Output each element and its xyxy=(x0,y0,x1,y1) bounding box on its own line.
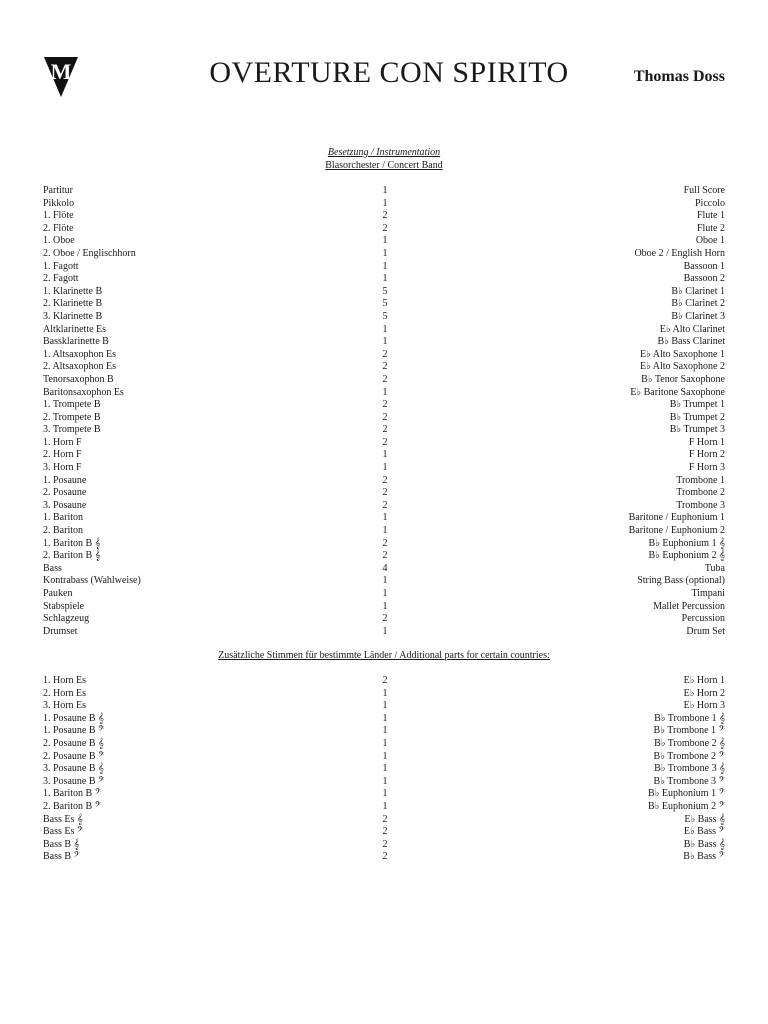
part-row xyxy=(43,700,725,713)
part-quantity: 2 xyxy=(382,487,388,499)
part-row xyxy=(43,763,725,776)
part-name-de: 1. Altsaxophon Es xyxy=(43,348,117,360)
part-row xyxy=(43,198,725,211)
part-name-en: Percussion xyxy=(681,613,725,625)
part-quantity: 2 xyxy=(382,550,388,562)
part-quantity: 1 xyxy=(382,235,388,247)
part-name-de: 3. Posaune B 𝄞 xyxy=(43,763,104,775)
part-quantity: 2 xyxy=(382,373,388,385)
part-row xyxy=(43,688,725,701)
additional-parts-list xyxy=(43,675,725,864)
part-quantity: 2 xyxy=(382,851,388,863)
part-quantity: 1 xyxy=(382,725,388,737)
part-name-de: 3. Horn Es xyxy=(43,700,87,712)
part-name-de: 2. Horn Es xyxy=(43,687,87,699)
part-name-en: Bassoon 2 xyxy=(683,273,725,285)
part-name-de: 1. Bariton B 𝄢 xyxy=(43,788,102,800)
part-row xyxy=(43,738,725,751)
part-quantity: 1 xyxy=(382,336,388,348)
part-name-de: Pikkolo xyxy=(43,197,75,209)
part-name-en: B♭ Bass 𝄞 xyxy=(683,838,725,850)
part-name-en: B♭ Euphonium 1 𝄢 xyxy=(648,788,725,800)
part-row xyxy=(43,449,725,462)
part-row xyxy=(43,437,725,450)
part-name-de: 2. Posaune xyxy=(43,487,87,499)
part-name-en: Drum Set xyxy=(686,625,725,637)
part-quantity: 2 xyxy=(382,348,388,360)
part-name-en: Trombone 2 xyxy=(676,487,725,499)
part-quantity: 1 xyxy=(382,763,388,775)
part-quantity: 1 xyxy=(382,260,388,272)
part-row xyxy=(43,336,725,349)
part-name-en: B♭ Trombone 2 𝄢 xyxy=(653,750,725,762)
part-quantity: 2 xyxy=(382,826,388,838)
part-name-en: B♭ Bass 𝄢 xyxy=(683,851,725,863)
part-name-de: Bassklarinette B xyxy=(43,336,109,348)
instrumentation-heading xyxy=(0,147,768,172)
part-name-en: B♭ Clarinet 3 xyxy=(671,310,725,322)
part-name-en: Timpani xyxy=(691,588,725,599)
part-row xyxy=(43,324,725,337)
instrumentation-list xyxy=(43,185,725,638)
part-name-de: 2. Horn F xyxy=(43,449,82,461)
part-name-en: E♭ Bass 𝄞 xyxy=(684,813,725,825)
part-row xyxy=(43,626,725,639)
part-quantity: 1 xyxy=(382,323,388,335)
part-quantity: 1 xyxy=(382,775,388,787)
part-name-en: F Horn 1 xyxy=(688,436,725,448)
part-row xyxy=(43,361,725,374)
part-name-de: 1. Posaune B 𝄞 xyxy=(43,712,104,724)
part-name-en: Oboe 2 / English Horn xyxy=(634,247,725,259)
additional-parts-heading-text: Zusätzliche Stimmen für bestimmte Länder / Additional parts for certain countries: xyxy=(218,650,550,661)
part-name-en: B♭ Trumpet 1 xyxy=(669,399,725,411)
part-name-de: 3. Horn F xyxy=(43,462,82,474)
composer-name: Thomas Doss xyxy=(633,68,725,85)
part-name-en: F Horn 3 xyxy=(688,462,725,474)
part-quantity: 1 xyxy=(382,712,388,724)
part-quantity: 2 xyxy=(382,813,388,825)
part-name-en: B♭ Bass Clarinet xyxy=(657,336,725,348)
part-row xyxy=(43,550,725,563)
part-quantity: 1 xyxy=(382,185,388,196)
part-name-en: B♭ Trumpet 2 xyxy=(669,411,725,423)
part-quantity: 2 xyxy=(382,411,388,423)
part-name-de: Bass Es 𝄞 xyxy=(43,813,83,825)
part-quantity: 2 xyxy=(382,222,388,234)
part-name-en: Full Score xyxy=(683,185,725,196)
part-quantity: 1 xyxy=(382,462,388,474)
part-quantity: 1 xyxy=(382,449,388,461)
part-name-en: Bassoon 1 xyxy=(683,260,725,272)
part-row xyxy=(43,788,725,801)
part-name-de: Pauken xyxy=(43,588,73,599)
part-row xyxy=(43,500,725,513)
part-row xyxy=(43,776,725,789)
part-row xyxy=(43,286,725,299)
part-name-de: Bass xyxy=(43,562,62,574)
logo-letter: M xyxy=(50,59,72,84)
part-quantity: 1 xyxy=(382,800,388,812)
part-name-en: B♭ Trombone 3 𝄞 xyxy=(654,763,725,775)
part-quantity: 2 xyxy=(382,675,388,686)
piece-title: OVERTURE CON SPIRITO xyxy=(209,56,569,89)
part-quantity: 1 xyxy=(382,788,388,800)
part-name-de: 2. Posaune B 𝄢 xyxy=(43,750,105,762)
part-quantity: 1 xyxy=(382,273,388,285)
part-name-de: 1. Posaune xyxy=(43,474,87,486)
part-row xyxy=(43,424,725,437)
part-name-de: 1. Posaune B 𝄢 xyxy=(43,725,105,737)
part-quantity: 1 xyxy=(382,600,388,612)
instrumentation-heading-line1: Besetzung / Instrumentation xyxy=(327,147,441,158)
part-name-de: Altklarinette Es xyxy=(43,323,107,335)
part-name-de: Bass B 𝄞 xyxy=(43,838,80,850)
part-row xyxy=(43,575,725,588)
part-quantity: 5 xyxy=(382,285,388,297)
part-name-de: 2. Flöte xyxy=(43,222,74,234)
part-row xyxy=(43,751,725,764)
part-name-de: 2. Trompete B xyxy=(43,411,101,423)
part-name-de: 1. Oboe xyxy=(43,235,75,247)
part-quantity: 2 xyxy=(382,613,388,625)
part-name-en: Baritone / Euphonium 2 xyxy=(628,525,725,537)
part-quantity: 1 xyxy=(382,737,388,749)
part-quantity: 1 xyxy=(382,512,388,524)
part-row xyxy=(43,538,725,551)
part-row xyxy=(43,613,725,626)
part-name-en: E♭ Horn 3 xyxy=(683,700,725,712)
part-name-de: 2. Altsaxophon Es xyxy=(43,361,117,373)
part-name-de: 2. Fagott xyxy=(43,273,79,285)
part-name-en: B♭ Tenor Saxophone xyxy=(641,373,725,385)
part-row xyxy=(43,273,725,286)
part-name-de: Schlagzeug xyxy=(43,613,90,625)
part-name-en: Mallet Percussion xyxy=(653,600,725,612)
part-name-de: 2. Oboe / Englischhorn xyxy=(43,247,136,259)
part-name-en: Trombone 1 xyxy=(676,474,725,486)
part-name-en: E♭ Horn 1 xyxy=(683,675,725,686)
part-row xyxy=(43,563,725,576)
part-row xyxy=(43,713,725,726)
part-row xyxy=(43,210,725,223)
part-name-en: Flute 2 xyxy=(696,222,725,234)
part-name-de: Bass Es 𝄢 xyxy=(43,826,84,838)
part-name-en: E♭ Horn 2 xyxy=(683,687,725,699)
part-row xyxy=(43,826,725,839)
part-name-en: E♭ Alto Clarinet xyxy=(659,323,725,335)
part-name-de: 1. Horn Es xyxy=(43,675,87,686)
part-quantity: 2 xyxy=(382,474,388,486)
part-name-en: B♭ Euphonium 2 𝄞 xyxy=(648,550,725,562)
part-quantity: 2 xyxy=(382,838,388,850)
part-name-en: B♭ Clarinet 2 xyxy=(671,298,725,310)
part-name-de: 3. Klarinette B xyxy=(43,310,103,322)
part-name-de: Stabspiele xyxy=(43,600,85,612)
part-name-en: F Horn 2 xyxy=(688,449,725,461)
part-name-en: E♭ Baritone Saxophone xyxy=(630,386,725,398)
part-quantity: 2 xyxy=(382,210,388,222)
part-name-de: Baritonsaxophon Es xyxy=(43,386,124,398)
part-quantity: 1 xyxy=(382,700,388,712)
part-name-de: Tenorsaxophon B xyxy=(43,373,114,385)
part-quantity: 2 xyxy=(382,424,388,436)
part-name-de: 1. Klarinette B xyxy=(43,285,103,297)
part-name-de: 1. Bariton B 𝄞 xyxy=(43,537,101,549)
part-name-de: 2. Bariton B 𝄞 xyxy=(43,550,101,562)
part-quantity: 2 xyxy=(382,499,388,511)
part-quantity: 1 xyxy=(382,687,388,699)
part-quantity: 1 xyxy=(382,588,388,599)
part-row xyxy=(43,261,725,274)
part-row xyxy=(43,223,725,236)
part-name-de: 1. Flöte xyxy=(43,210,74,222)
part-quantity: 1 xyxy=(382,625,388,637)
part-name-de: 2. Klarinette B xyxy=(43,298,103,310)
part-quantity: 2 xyxy=(382,436,388,448)
part-row xyxy=(43,525,725,538)
part-quantity: 1 xyxy=(382,386,388,398)
part-name-en: String Bass (optional) xyxy=(637,575,725,587)
part-quantity: 1 xyxy=(382,197,388,209)
part-row xyxy=(43,487,725,500)
part-quantity: 2 xyxy=(382,361,388,373)
part-row xyxy=(43,235,725,248)
part-name-en: E♭ Alto Saxophone 1 xyxy=(640,348,725,360)
part-name-en: B♭ Euphonium 1 𝄞 xyxy=(648,537,725,549)
part-name-de: 2. Posaune B 𝄞 xyxy=(43,737,104,749)
part-row xyxy=(43,839,725,852)
part-quantity: 5 xyxy=(382,298,388,310)
part-name-de: 1. Bariton xyxy=(43,512,83,524)
part-row xyxy=(43,851,725,864)
part-name-en: B♭ Trombone 2 𝄞 xyxy=(654,737,725,749)
part-name-en: B♭ Trombone 1 𝄞 xyxy=(654,712,725,724)
part-row xyxy=(43,399,725,412)
part-name-en: B♭ Trombone 1 𝄢 xyxy=(653,725,725,737)
part-name-en: Oboe 1 xyxy=(695,235,725,247)
part-row xyxy=(43,588,725,601)
part-name-de: Kontrabass (Wahlweise) xyxy=(43,575,141,587)
part-name-en: B♭ Euphonium 2 𝄢 xyxy=(648,800,725,812)
part-row xyxy=(43,801,725,814)
part-row xyxy=(43,475,725,488)
part-row xyxy=(43,512,725,525)
part-name-en: E♭ Alto Saxophone 2 xyxy=(640,361,725,373)
part-name-en: Baritone / Euphonium 1 xyxy=(628,512,725,524)
part-quantity: 2 xyxy=(382,399,388,411)
part-row xyxy=(43,462,725,475)
part-row xyxy=(43,248,725,261)
part-row xyxy=(43,601,725,614)
part-quantity: 1 xyxy=(382,525,388,537)
part-name-en: Piccolo xyxy=(695,197,725,209)
part-quantity: 5 xyxy=(382,310,388,322)
part-name-de: 1. Trompete B xyxy=(43,399,101,411)
part-row xyxy=(43,185,725,198)
part-row xyxy=(43,412,725,425)
part-name-de: 3. Posaune B 𝄢 xyxy=(43,775,105,787)
part-name-en: Tuba xyxy=(704,562,725,574)
part-name-en: Trombone 3 xyxy=(676,499,725,511)
part-row xyxy=(43,349,725,362)
part-name-de: 2. Bariton xyxy=(43,525,83,537)
part-row xyxy=(43,311,725,324)
part-quantity: 4 xyxy=(382,562,388,574)
part-quantity: 2 xyxy=(382,537,388,549)
part-quantity: 1 xyxy=(382,247,388,259)
part-row xyxy=(43,387,725,400)
part-name-de: 3. Trompete B xyxy=(43,424,101,436)
part-row xyxy=(43,814,725,827)
part-quantity: 1 xyxy=(382,575,388,587)
part-name-en: B♭ Clarinet 1 xyxy=(671,285,725,297)
part-name-de: 1. Fagott xyxy=(43,260,79,272)
instrumentation-heading-line2: Blasorchester / Concert Band xyxy=(325,159,443,171)
part-name-de: Drumset xyxy=(43,625,78,637)
additional-parts-heading xyxy=(0,650,768,661)
part-name-de: 2. Bariton B 𝄢 xyxy=(43,800,102,812)
part-name-en: Flute 1 xyxy=(696,210,725,222)
part-name-de: 3. Posaune xyxy=(43,499,87,511)
part-row xyxy=(43,675,725,688)
part-name-de: 1. Horn F xyxy=(43,436,82,448)
part-quantity: 1 xyxy=(382,750,388,762)
part-name-en: E♭ Bass 𝄢 xyxy=(683,826,725,838)
part-name-en: B♭ Trumpet 3 xyxy=(669,424,725,436)
part-name-de: Partitur xyxy=(43,185,73,196)
part-name-de: Bass B 𝄢 xyxy=(43,851,80,863)
part-row xyxy=(43,298,725,311)
part-row xyxy=(43,725,725,738)
part-row xyxy=(43,374,725,387)
part-name-en: B♭ Trombone 3 𝄢 xyxy=(653,775,725,787)
